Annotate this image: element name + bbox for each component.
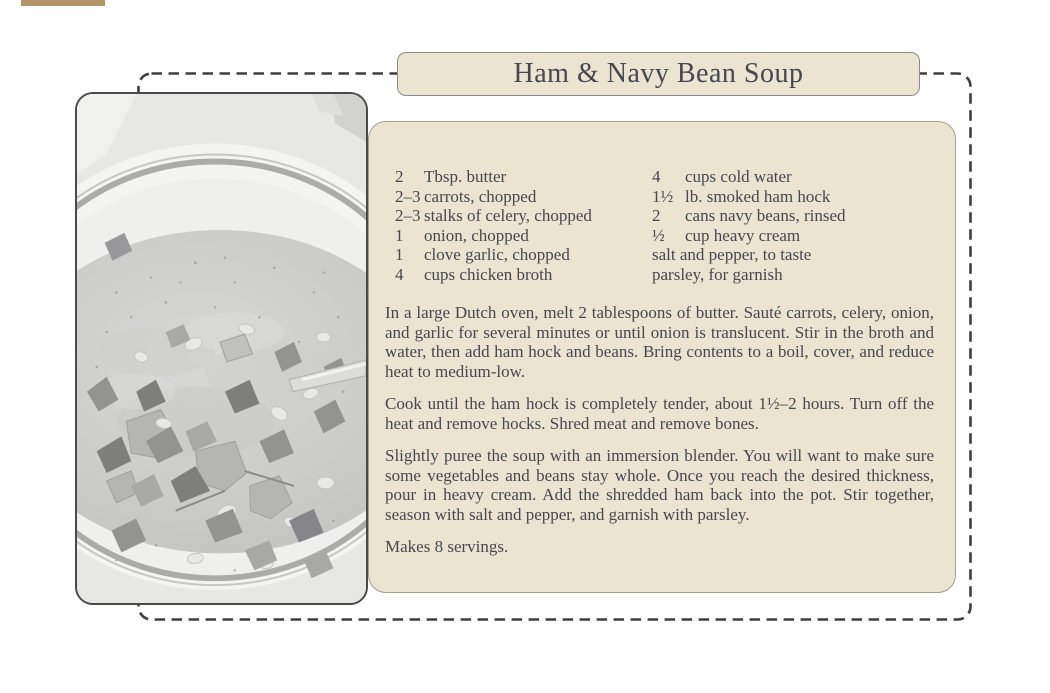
ingredient-row bbox=[395, 265, 652, 285]
ingredient-name: parsley, for garnish bbox=[652, 264, 783, 284]
ingredient-qty: ½ bbox=[652, 225, 665, 245]
ingredient-row bbox=[652, 226, 934, 246]
ingredients-list bbox=[395, 167, 934, 284]
ingredient-qty: 4 bbox=[395, 264, 404, 284]
ingredient-qty: 2 bbox=[652, 206, 661, 225]
ingredient-qty: 1 bbox=[395, 225, 404, 245]
soup-photo bbox=[75, 92, 368, 605]
ingredients-column-right bbox=[652, 167, 934, 284]
ingredient-row bbox=[652, 167, 934, 187]
ingredient-name: salt and pepper, to taste bbox=[652, 245, 812, 264]
ingredient-qty: 1½ bbox=[652, 186, 674, 206]
ingredient-qty: 2–3 bbox=[395, 186, 421, 206]
ingredient-row bbox=[652, 187, 934, 207]
ingredient-name: Tbsp. butter bbox=[424, 167, 507, 186]
ingredients-column-left bbox=[395, 167, 652, 284]
ingredient-name: clove garlic, chopped bbox=[424, 245, 570, 264]
ingredient-name: cups cold water bbox=[685, 167, 792, 186]
ingredient-row bbox=[395, 245, 652, 265]
ingredient-row bbox=[395, 167, 652, 187]
ingredient-row bbox=[395, 187, 652, 207]
instruction-paragraph-1: In a large Dutch oven, melt 2 tablespoons of butter. Sauté carrots, celery, onion, and garlic for several minutes or until onion is translucent. Stir in the broth and water, then add ham hock and beans. Bring contents to a boil, cover, and reduce heat to medium-low. bbox=[385, 303, 934, 381]
ingredient-qty: 4 bbox=[652, 167, 661, 186]
recipe-title-box bbox=[397, 52, 920, 96]
ingredient-row bbox=[652, 265, 934, 285]
ingredient-row bbox=[395, 226, 652, 246]
ingredient-row bbox=[395, 206, 652, 226]
yield-note: Makes 8 servings. bbox=[385, 537, 509, 556]
ingredient-row bbox=[652, 245, 934, 265]
accent-bar bbox=[21, 0, 105, 6]
instruction-paragraph-3: Slightly puree the soup with an immersion blender. You will want to make sure some vegetables and beans stay whole. Once you reach the desired thickness, pour in heavy cream. Add the shredded ham back into the pot. Stir together, season with salt and pepper, and garnish with parsley. bbox=[385, 446, 934, 524]
instruction-paragraph-2: Cook until the ham hock is completely tender, about 1½–2 hours. Turn off the heat and remove hocks. Shred meat and remove bones. bbox=[385, 394, 934, 433]
ingredient-qty: 2 bbox=[395, 167, 404, 186]
ingredient-name: cans navy beans, rinsed bbox=[685, 206, 846, 225]
soup-photo-illustration bbox=[77, 94, 366, 603]
ingredient-name: cups chicken broth bbox=[424, 264, 553, 284]
ingredient-name: carrots, chopped bbox=[424, 186, 537, 206]
ingredient-name: lb. smoked ham hock bbox=[685, 186, 831, 206]
ingredient-name: onion, chopped bbox=[424, 225, 529, 245]
ingredient-qty: 2–3 bbox=[395, 206, 421, 225]
ingredient-name: stalks of celery, chopped bbox=[424, 206, 592, 225]
ingredient-row bbox=[652, 206, 934, 226]
ingredient-name: cup heavy cream bbox=[685, 225, 801, 245]
ingredient-qty: 1 bbox=[395, 245, 404, 264]
recipe-title: Ham & Navy Bean Soup bbox=[513, 58, 804, 89]
recipe-panel bbox=[368, 121, 956, 593]
